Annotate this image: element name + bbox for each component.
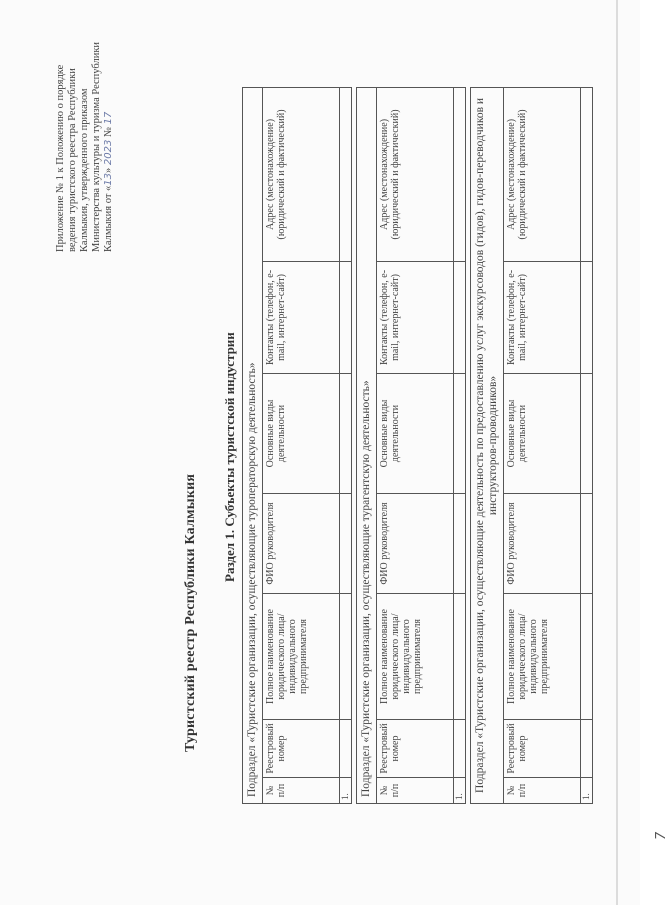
- rotated-content: [40, 41, 669, 852]
- table-header-row: [504, 87, 581, 803]
- handwritten-year: 2023: [103, 139, 114, 166]
- appendix-line: Калмыкия, утвержденного приказом: [79, 88, 90, 252]
- row-number: 1.: [454, 778, 466, 804]
- column-header: Полное наименование юридического лица/индивидуального предпринимателя: [263, 594, 340, 720]
- table-cell: [340, 87, 352, 261]
- table-cell: [581, 720, 593, 778]
- table-header-row: [377, 87, 454, 803]
- section-title: Раздел 1. Субъекты туристской индустрии: [222, 332, 237, 582]
- table-row: [454, 87, 466, 803]
- column-header: № п/п: [504, 778, 581, 804]
- column-header: Адрес (местонахождение) (юридический и фактический): [504, 87, 581, 261]
- column-header: № п/п: [263, 778, 340, 804]
- column-header: Адрес (местонахождение) (юридический и фактический): [263, 87, 340, 261]
- column-header: Основные виды деятельности: [263, 374, 340, 494]
- column-header: Основные виды деятельности: [504, 374, 581, 494]
- appendix-line: Приложение № 1 к Положению о порядке: [55, 64, 66, 252]
- column-header: ФИО руководителя: [377, 494, 454, 594]
- appendix-prefix: Калмыкия от «: [103, 185, 114, 252]
- handwritten-day: 13: [103, 172, 114, 186]
- column-header: Основные виды деятельности: [377, 374, 454, 494]
- table-cell: [581, 262, 593, 374]
- handwritten-number: 17: [103, 111, 114, 125]
- column-header: Полное наименование юридического лица/индивидуального предпринимателя: [377, 594, 454, 720]
- appendix-block: [55, 41, 115, 252]
- column-header: Контакты (телефон, e-mail, интернет-сайт): [377, 262, 454, 374]
- subsection-heading: Подраздел «Туристские организации, осуществляющие туроператорскую деятельность»: [243, 87, 263, 803]
- table-cell: [454, 494, 466, 594]
- column-header: ФИО руководителя: [263, 494, 340, 594]
- registry-table: [242, 87, 593, 804]
- table-cell: [454, 262, 466, 374]
- column-header: Контакты (телефон, e-mail, интернет-сайт): [504, 262, 581, 374]
- column-header: Полное наименование юридического лица/индивидуального предпринимателя: [504, 594, 581, 720]
- table-cell: [581, 374, 593, 494]
- table-cell: [454, 374, 466, 494]
- table-cell: [340, 262, 352, 374]
- column-header: Адрес (местонахождение) (юридический и фактический): [377, 87, 454, 261]
- appendix-line: ведения туристского реестра Республики: [67, 68, 78, 252]
- table-cell: [454, 720, 466, 778]
- table-cell: [340, 594, 352, 720]
- subsection-heading: Подраздел «Туристские организации, осуществляющие турагентскую деятельность»: [357, 87, 377, 803]
- table-cell: [340, 494, 352, 594]
- appendix-number-sign: №: [103, 126, 114, 137]
- table-cell: [454, 87, 466, 261]
- table-row: [581, 87, 593, 803]
- column-header: № п/п: [377, 778, 454, 804]
- table-cell: [581, 87, 593, 261]
- table-cell: [340, 374, 352, 494]
- column-header: Реестровый номер: [263, 720, 340, 778]
- column-header: Реестровый номер: [377, 720, 454, 778]
- page-number: 7: [654, 831, 669, 840]
- appendix-line: Министерства культуры и туризма Республики: [91, 41, 102, 252]
- table-cell: [581, 494, 593, 594]
- table-row: [340, 87, 352, 803]
- table-header-row: [263, 87, 340, 803]
- table-cell: [454, 594, 466, 720]
- row-number: 1.: [581, 778, 593, 804]
- table-cell: [581, 594, 593, 720]
- column-header: Реестровый номер: [504, 720, 581, 778]
- page-edge-line: [616, 0, 618, 905]
- column-header: Контакты (телефон, e-mail, интернет-сайт): [263, 262, 340, 374]
- column-header: ФИО руководителя: [504, 494, 581, 594]
- appendix-line-date: [103, 52, 115, 252]
- appendix-mid: »: [103, 167, 114, 173]
- row-number: 1.: [340, 778, 352, 804]
- subsection-heading: Подраздел «Туристские организации, осуществляющие деятельность по предоставлению услуг экскурсоводов (гидов), гидов-переводчиков и инструкторов-проводников»: [471, 87, 504, 803]
- table-cell: [340, 720, 352, 778]
- page-title: Туристский реестр Республики Калмыкия: [183, 473, 198, 752]
